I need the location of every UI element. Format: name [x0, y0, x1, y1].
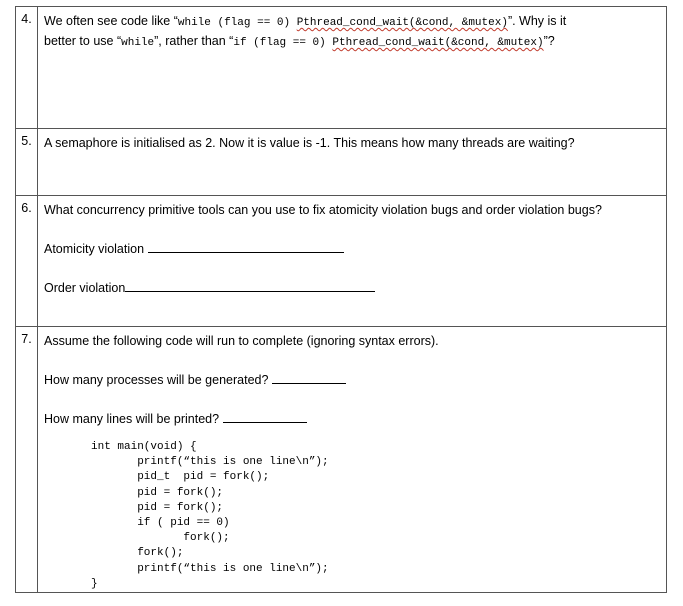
lines-printed-row [44, 410, 659, 428]
atomicity-answer-blank[interactable] [148, 240, 344, 253]
atomicity-violation-row [44, 240, 659, 258]
q4-text: ”? [543, 34, 555, 48]
code-block [44, 440, 659, 592]
code-line: fork(); [91, 547, 184, 560]
code-line: printf(“this is one line\n”); [91, 562, 329, 575]
code-line: fork(); [91, 532, 230, 545]
lines-printed-label: How many lines will be printed? [44, 412, 223, 426]
q4-code-wait-2: Pthread_cond_wait(&cond, &mutex) [332, 37, 544, 49]
question-body-5 [38, 129, 667, 196]
order-answer-blank[interactable] [125, 279, 375, 292]
code-line: pid = fork(); [91, 486, 224, 499]
question-4-line-1 [44, 12, 659, 32]
q4-text: ”. Why is it [507, 14, 567, 28]
code-line: int main(void) { [91, 441, 197, 453]
questions-table [15, 6, 667, 593]
processes-label: How many processes will be generated? [44, 373, 272, 387]
code-line: pid_t pid = fork(); [91, 471, 270, 484]
question-row-5 [16, 129, 667, 196]
q4-code-while: while (flag == 0) [177, 17, 297, 29]
lines-answer-blank[interactable] [223, 410, 307, 423]
question-body-6 [38, 196, 667, 327]
q4-text: better to use “ [44, 34, 122, 48]
question-4-line-2 [44, 32, 659, 52]
question-body-4 [38, 7, 667, 129]
question-5-text: A semaphore is initialised as 2. Now it is value is -1. This means how many threads are waiting? [44, 136, 575, 150]
code-line: if ( pid == 0) [91, 517, 230, 530]
question-row-4 [16, 7, 667, 129]
atomicity-violation-label: Atomicity violation [44, 242, 148, 256]
code-line: } [91, 577, 98, 590]
processes-answer-blank[interactable] [272, 371, 346, 384]
processes-row [44, 371, 659, 389]
question-row-6 [16, 196, 667, 327]
q4-code-if: if (flag == 0) [233, 37, 333, 49]
question-row-7 [16, 327, 667, 593]
question-number: 4. [16, 7, 38, 129]
code-line: printf(“this is one line\n”); [91, 456, 329, 469]
code-line: pid = fork(); [91, 501, 224, 514]
question-number: 5. [16, 129, 38, 196]
q4-text: ”, rather than “ [154, 34, 234, 48]
q4-code-while-kw: while [121, 37, 155, 49]
question-6-text: What concurrency primitive tools can you use to fix atomicity violation bugs and order violation bugs? [44, 203, 602, 217]
q4-code-wait: Pthread_cond_wait(&cond, &mutex) [296, 17, 508, 29]
q4-text: We often see code like “ [44, 14, 178, 28]
question-body-7 [38, 327, 667, 593]
order-violation-row [44, 279, 659, 297]
order-violation-label: Order violation [44, 281, 126, 295]
question-7-text: Assume the following code will run to complete (ignoring syntax errors). [44, 334, 439, 348]
question-number: 7. [16, 327, 38, 593]
question-number: 6. [16, 196, 38, 327]
